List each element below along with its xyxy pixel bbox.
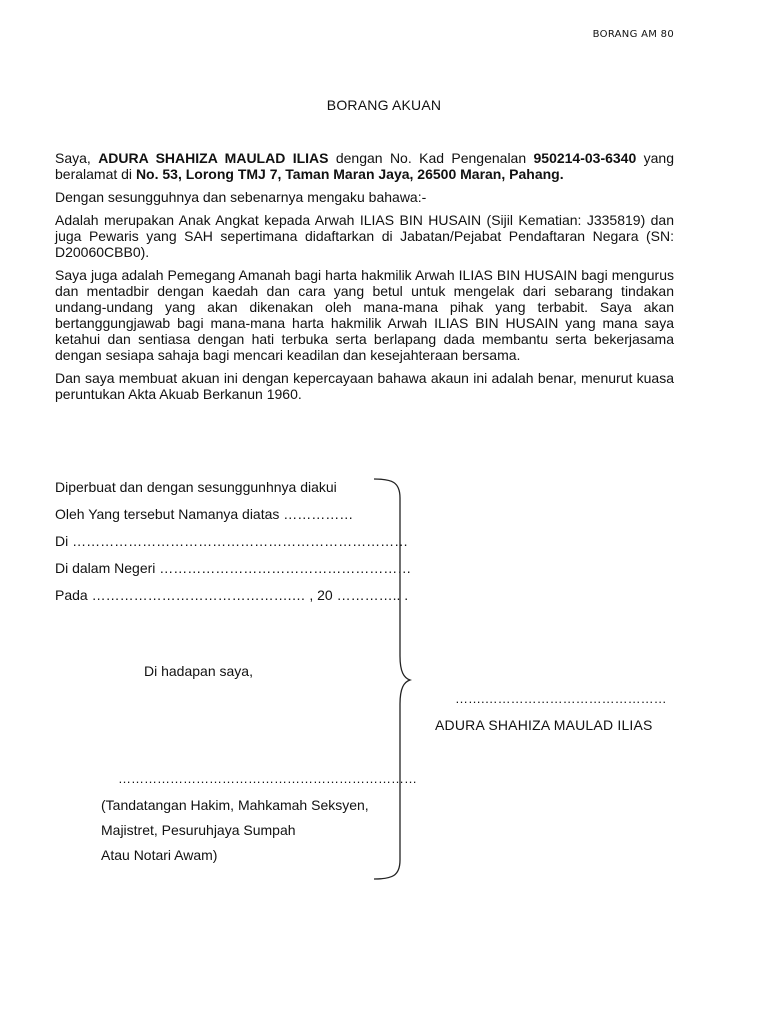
form-code: BORANG AM 80 bbox=[592, 29, 674, 40]
paragraph-trustee: Saya juga adalah Pemegang Amanah bagi harta hakmilik Arwah ILIAS BIN HUSAIN bagi mengurus dan mentadbir dengan kaedah dan cara yang betul untuk mengelak dari sebarang tindakan undang-undang yang akan dikenakan oleh mana-mana pihak yang terbabit. Saya akan bertanggungjawab bagi mana-mana harta hakmilik Arwah ILIAS BIN HUSAIN yang mana saya ketahui dan sentiasa dengan hati terbuka serta berlapang dada membantu serta bekerjasama dengan sesiapa sahaja bagi mencari keadilan dan kesejahteraan bersama. bbox=[55, 267, 674, 363]
paragraph-declare: Dengan sesungguhnya dan sebenarnya mengaku bahawa:- bbox=[55, 189, 427, 205]
paragraph-adopted-child: Adalah merupakan Anak Angkat kepada Arwah ILIAS BIN HUSAIN (Sijil Kematian: J335819) dan juga Pewaris yang SAH sepertimana didaftarkan di Jabatan/Pejabat Pendaftaran Negara (SN: D20060CBB0). bbox=[55, 212, 674, 260]
intro-mid: dengan No. Kad Pengenalan bbox=[328, 150, 534, 166]
declaration-line-state: Di dalam Negeri ……………………………………………… bbox=[55, 560, 412, 576]
commissioner-lines bbox=[101, 797, 369, 872]
commissioner-signature-dots: …………………………………………………………… bbox=[118, 771, 417, 786]
commissioner-line-magistrate: Majistret, Pesuruhjaya Sumpah bbox=[101, 822, 296, 838]
intro-address-prefix: yang beralamat di bbox=[55, 150, 674, 182]
declarant-signature-name: ADURA SHAHIZA MAULAD ILIAS bbox=[435, 717, 653, 733]
commissioner-line-judge: (Tandatangan Hakim, Mahkamah Seksyen, bbox=[101, 797, 369, 813]
commissioner-line-notary: Atau Notari Awam) bbox=[101, 847, 218, 863]
declaration-line-made: Diperbuat dan dengan sesunggunhnya diakui bbox=[55, 479, 337, 495]
paragraph-belief: Dan saya membuat akuan ini dengan kepercayaan bahawa akaun ini adalah benar, menurut kuasa peruntukan Akta Akuab Berkanun 1960. bbox=[55, 370, 674, 402]
declaration-line-by: Oleh Yang tersebut Namanya diatas …………… bbox=[55, 506, 354, 522]
declaration-lines bbox=[55, 479, 411, 614]
declaration-line-place: Di ……………………………………………………………… bbox=[55, 533, 409, 549]
declarant-name: ADURA SHAHIZA MAULAD ILIAS bbox=[98, 150, 329, 166]
declarant-signature-dots: …….…………………………………… bbox=[455, 691, 667, 706]
declaration-body bbox=[55, 150, 674, 409]
curly-brace bbox=[372, 476, 412, 886]
declarant-address: No. 53, Lorong TMJ 7, Taman Maran Jaya, 26500 Maran, Pahang. bbox=[135, 166, 564, 182]
intro-paragraph bbox=[55, 150, 674, 182]
declaration-line-date: Pada …………………………………….… , 20 ………….. . bbox=[55, 587, 409, 603]
intro-prefix: Saya, bbox=[55, 150, 99, 166]
before-me-label: Di hadapan saya, bbox=[144, 663, 253, 679]
document-title: BORANG AKUAN bbox=[326, 97, 442, 113]
ic-number: 950214-03-6340 bbox=[533, 150, 637, 166]
